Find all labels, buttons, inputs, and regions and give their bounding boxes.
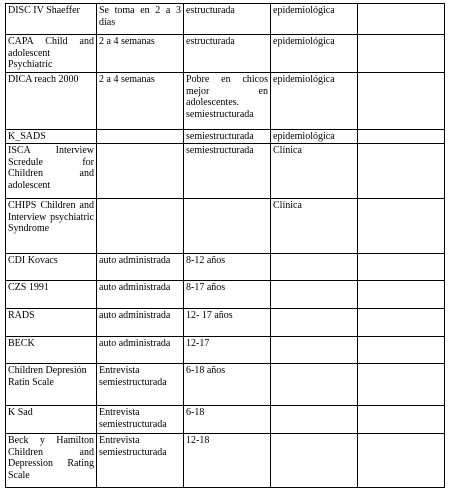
- type-cell: 8-12 años: [184, 254, 271, 281]
- duration-cell: Se toma en 2 a 3 días: [97, 4, 184, 35]
- type-cell: semiestructurada: [184, 144, 271, 199]
- empty-cell: [358, 199, 445, 254]
- duration-cell: Entrevista semiestructurada: [97, 434, 184, 488]
- table-row: [6, 130, 445, 144]
- table-row: [6, 309, 445, 337]
- type-cell: semiestructurada: [184, 130, 271, 144]
- instrument-cell: CZS 1991: [6, 281, 97, 309]
- empty-cell: [358, 4, 445, 35]
- empty-cell: [358, 364, 445, 406]
- table-row: [6, 4, 445, 35]
- table-row: [6, 35, 445, 73]
- type-cell: Pobre en chicos mejor en adolescentes. semiestructurada: [184, 73, 271, 130]
- table-row: [6, 144, 445, 199]
- scope-cell: epidemiológica: [271, 130, 358, 144]
- type-cell: estructurada: [184, 35, 271, 73]
- instrument-cell: K Sad: [6, 406, 97, 434]
- duration-cell: Entrevista semiestructurada: [97, 364, 184, 406]
- table-row: [6, 337, 445, 364]
- scope-cell: [271, 309, 358, 337]
- scope-cell: [271, 337, 358, 364]
- empty-cell: [358, 281, 445, 309]
- empty-cell: [358, 309, 445, 337]
- type-cell: [184, 199, 271, 254]
- instrument-cell: BECK: [6, 337, 97, 364]
- type-cell: 6-18 años: [184, 364, 271, 406]
- instrument-cell: K_SADS: [6, 130, 97, 144]
- duration-cell: [97, 199, 184, 254]
- empty-cell: [358, 434, 445, 488]
- duration-cell: auto administrada: [97, 281, 184, 309]
- table-row: [6, 434, 445, 488]
- empty-cell: [358, 73, 445, 130]
- table-row: [6, 406, 445, 434]
- duration-cell: 2 a 4 semanas: [97, 73, 184, 130]
- empty-cell: [358, 337, 445, 364]
- type-cell: 8-17 años: [184, 281, 271, 309]
- empty-cell: [358, 144, 445, 199]
- type-cell: 12-17: [184, 337, 271, 364]
- empty-cell: [358, 406, 445, 434]
- table-row: [6, 73, 445, 130]
- type-cell: 6-18: [184, 406, 271, 434]
- scope-cell: epidemiológica: [271, 35, 358, 73]
- table-row: [6, 254, 445, 281]
- table-row: [6, 281, 445, 309]
- duration-cell: [97, 144, 184, 199]
- instrument-cell: ISCA Interview Scredule for Children and adolescent: [6, 144, 97, 199]
- duration-cell: auto administrada: [97, 309, 184, 337]
- instrument-cell: CHIPS Children and Interview psychiatric Syndrome: [6, 199, 97, 254]
- duration-cell: auto administrada: [97, 254, 184, 281]
- duration-cell: [97, 130, 184, 144]
- table-row: [6, 364, 445, 406]
- instrument-cell: DICA reach 2000: [6, 73, 97, 130]
- empty-cell: [358, 254, 445, 281]
- scope-cell: [271, 406, 358, 434]
- empty-cell: [358, 130, 445, 144]
- empty-cell: [358, 35, 445, 73]
- instrument-cell: CDI Kovacs: [6, 254, 97, 281]
- scope-cell: Clínica: [271, 144, 358, 199]
- instrument-cell: DISC IV Shaeffer: [6, 4, 97, 35]
- scope-cell: [271, 281, 358, 309]
- type-cell: 12- 17 años: [184, 309, 271, 337]
- type-cell: 12-18: [184, 434, 271, 488]
- scope-cell: [271, 434, 358, 488]
- scope-cell: Clínica: [271, 199, 358, 254]
- instruments-table: [5, 3, 445, 488]
- duration-cell: 2 a 4 semanas: [97, 35, 184, 73]
- instrument-cell: CAPA Child and adolescent Psychiatric: [6, 35, 97, 73]
- scope-cell: epidemiológica: [271, 4, 358, 35]
- duration-cell: auto administrada: [97, 337, 184, 364]
- table-row: [6, 199, 445, 254]
- instrument-cell: RADS: [6, 309, 97, 337]
- scope-cell: epidemiológica: [271, 73, 358, 130]
- duration-cell: Entrevista semiestructurada: [97, 406, 184, 434]
- type-cell: estructurada: [184, 4, 271, 35]
- instrument-cell: Children Depresión Ratin Scale: [6, 364, 97, 406]
- scope-cell: [271, 364, 358, 406]
- instrument-cell: Beck y Hamilton Children and Depression Rating Scale: [6, 434, 97, 488]
- scope-cell: [271, 254, 358, 281]
